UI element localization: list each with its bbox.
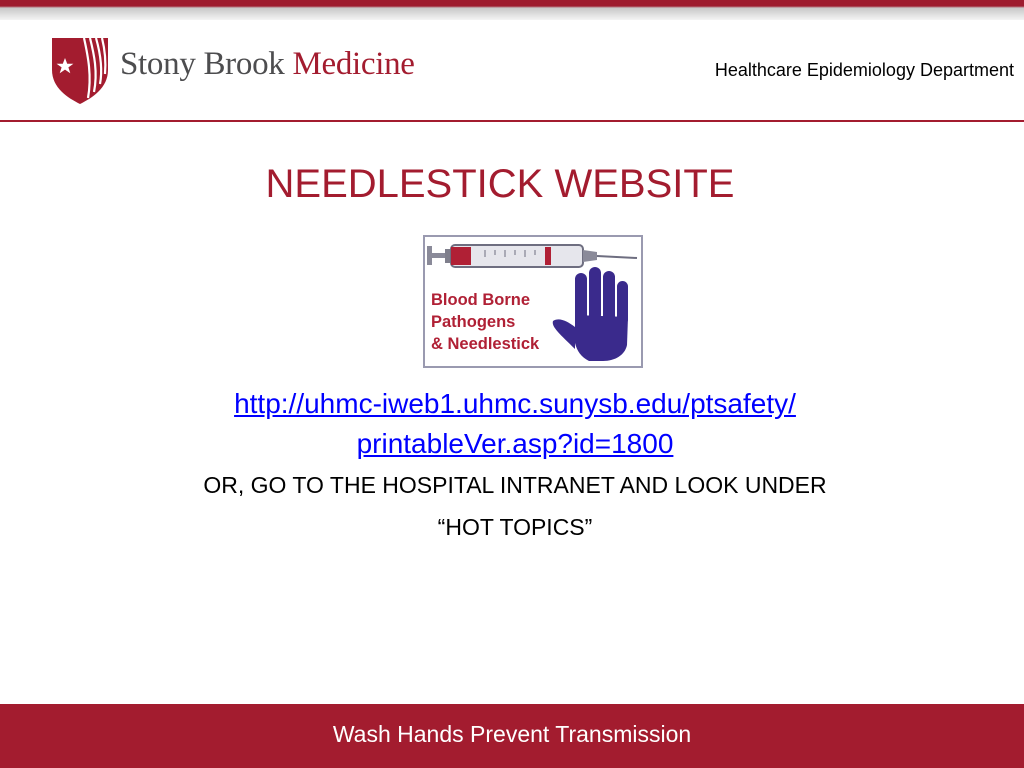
header-divider <box>0 120 1024 122</box>
hot-topics-label: “HOT TOPICS” <box>437 514 593 540</box>
slide-title: NEEDLESTICK WEBSITE <box>265 162 735 206</box>
header <box>0 20 1024 120</box>
caption-line: Pathogens <box>431 313 516 331</box>
link-line-1[interactable]: http://uhmc-iweb1.uhmc.sunysb.edu/ptsafety/ <box>234 388 796 419</box>
stony-brook-medicine-logo <box>48 32 448 112</box>
logo-text-stony-brook: Stony Brook <box>120 46 285 82</box>
caption-line: & Needlestick <box>431 335 540 353</box>
footer-bar <box>0 704 1024 768</box>
intranet-instruction: OR, GO TO THE HOSPITAL INTRANET AND LOOK UNDER <box>203 472 827 498</box>
needlestick-website-link[interactable] <box>0 384 1024 464</box>
shield-logo-icon <box>48 32 112 106</box>
department-label: Healthcare Epidemiology Department <box>714 60 1014 80</box>
footer-slogan: Wash Hands Prevent Transmission <box>332 721 692 747</box>
needlestick-graphic <box>423 235 643 368</box>
logo-wordmark <box>120 46 415 83</box>
graphic-caption <box>431 289 571 355</box>
caption-line: Blood Borne <box>431 291 530 309</box>
top-band <box>0 0 1024 20</box>
logo-text-medicine: Medicine <box>292 46 415 82</box>
link-line-2[interactable]: printableVer.asp?id=1800 <box>356 428 674 459</box>
